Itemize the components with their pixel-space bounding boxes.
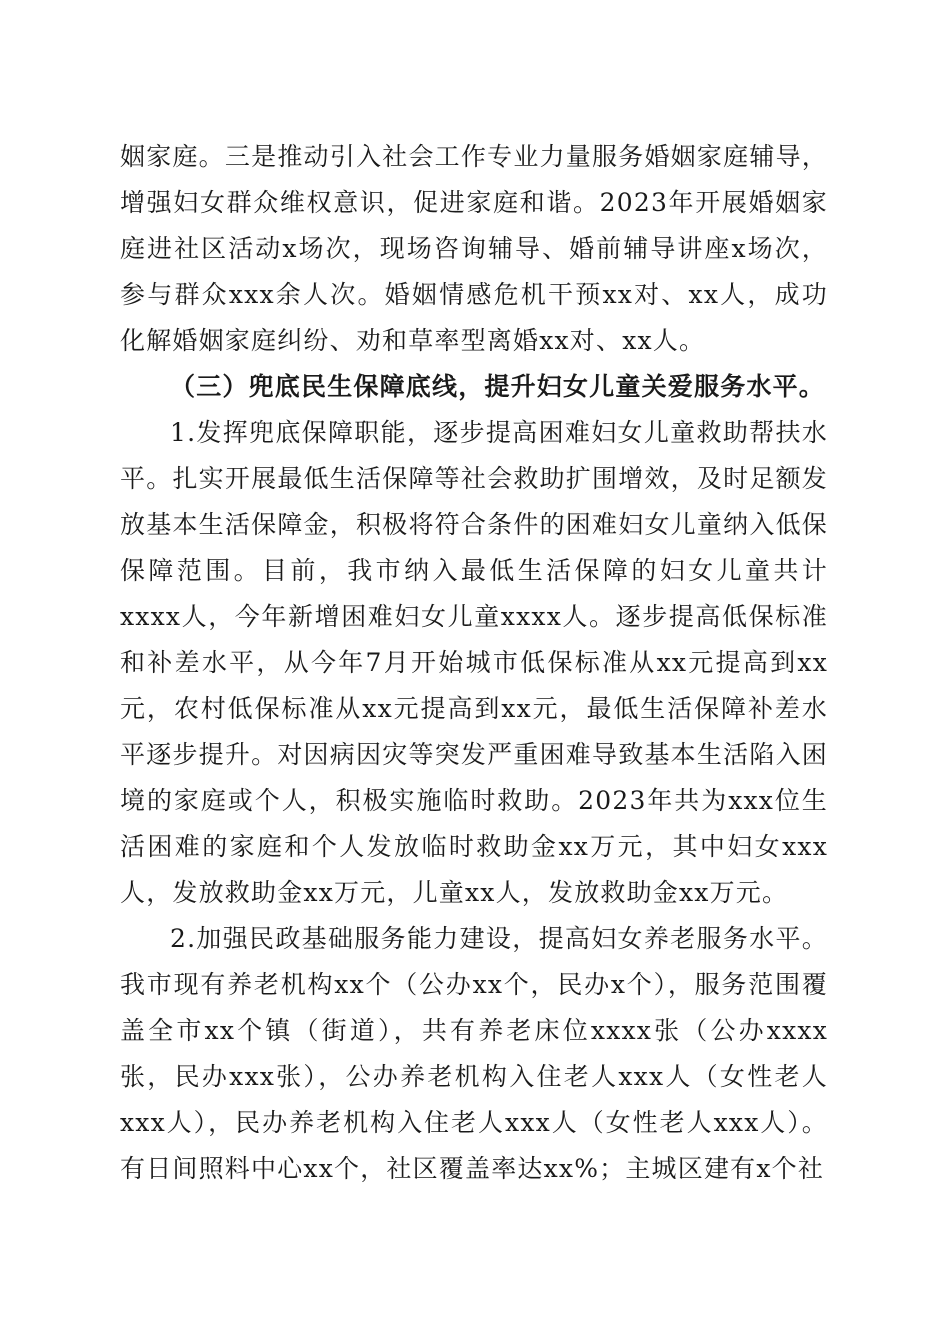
paragraph-subsistence-security: 1.发挥兜底保障职能，逐步提高困难妇女儿童救助帮扶水平。扎实开展最低生活保障等社会救助扩围增效，及时足额发放基本生活保障金，积极将符合条件的困难妇女儿童纳入低保保障范围。目前，我市纳入最低生活保障的妇女儿童共计xxxx人，今年新增困难妇女儿童xxxx人。逐步提高低保标准和补差水平，从今年7月开始城市低保标准从xx元提高到xx元，农村低保标准从xx元提高到xx元，最低生活保障补差水平逐步提升。对因病因灾等突发严重困难导致基本生活陷入困境的家庭或个人，积极实施临时救助。2023年共为xxx位生活困难的家庭和个人发放临时救助金xx万元，其中妇女xxx人，发放救助金xx万元，儿童xx人，发放救助金xx万元。: [120, 418, 828, 907]
paragraph-marriage-family: 姻家庭。三是推动引入社会工作专业力量服务婚姻家庭辅导，增强妇女群众维权意识，促进家庭和谐。2023年开展婚姻家庭进社区活动x场次，现场咨询辅导、婚前辅导讲座x场次，参与群众xxx余人次。婚姻情感危机干预xx对、xx人，成功化解婚姻家庭纠纷、劝和草率型离婚xx对、xx人。: [120, 142, 828, 355]
section-heading-three: （三）兜底民生保障底线，提升妇女儿童关爱服务水平。: [170, 372, 826, 401]
paragraph-elderly-care: 2.加强民政基础服务能力建设，提高妇女养老服务水平。我市现有养老机构xx个（公办xx个，民办x个），服务范围覆盖全市xx个镇（街道），共有养老床位xxxx张（公办xxxx张，民办xxx张），公办养老机构入住老人xxx人（女性老人xxx人），民办养老机构入住老人xxx人（女性老人xxx人）。有日间照料中心xx个，社区覆盖率达xx%；主城区建有x个社: [120, 924, 828, 1183]
document-body: [120, 134, 828, 1192]
